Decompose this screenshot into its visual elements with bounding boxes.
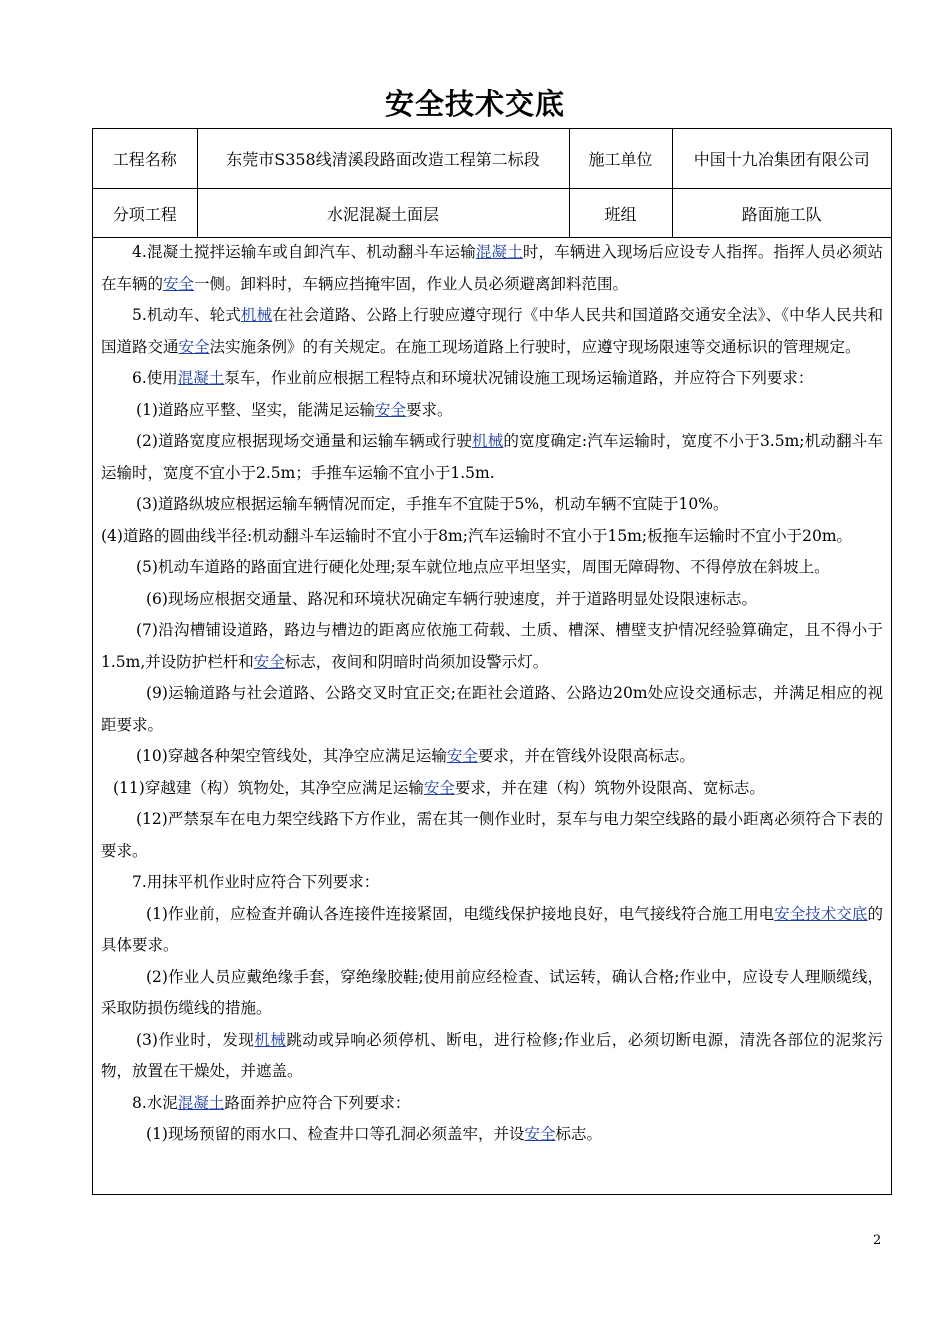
body-paragraph [101,899,883,962]
keyword-link[interactable]: 安全 [374,400,406,419]
body-paragraph [101,962,883,1025]
keyword-link[interactable]: 安全 [423,778,455,797]
header-row-2 [93,189,891,238]
paragraph-text: 在社会道路、公路上行驶应遵守现行《中华人民共和国道路交通安全法》、《中华人民共和国道路交通 [101,306,883,356]
paragraph-text: 7.用抹平机作业时应符合下列要求： [132,873,380,891]
paragraph-text: 法实施条例》的有关规定。在施工现场道路上行驶时，应遵守现场限速等交通标识的管理规定。 [209,337,861,356]
body-paragraph [101,395,883,427]
construction-unit-value: 中国十九冶集团有限公司 [672,129,891,189]
body-paragraph [101,678,883,741]
keyword-link[interactable]: 安全 [524,1125,556,1143]
keyword-link[interactable]: 混凝土 [475,243,523,261]
paragraph-text: 标志，夜间和阴暗时尚须加设警示灯。 [284,652,549,671]
paragraph-text: (6)现场应根据交通量、路况和环境状况确定车辆行驶速度，并于道路明显处设限速标志。 [146,589,757,608]
paragraph-text: (7)沿沟槽铺设道路，路边与槽边的距离应依施工荷载、土质、槽深、槽壁支护情况经验算确定，且不得小于1.5m,并设防护栏杆和 [101,621,883,671]
paragraph-text: (3)作业时，发现 [136,1030,255,1049]
paragraph-text: 要求，并在建（构）筑物外设限高、宽标志。 [454,778,765,797]
paragraph-text: (12)严禁泵车在电力架空线路下方作业，需在其一侧作业时，泵车与电力架空线路的最小距离必须符合下表的要求。 [101,810,883,860]
paragraph-text: 8.水泥 [132,1093,178,1112]
paragraph-text: 泵车，作业前应根据工程特点和环境状况铺设施工现场运输道路，并应符合下列要求： [224,369,814,387]
team-value: 路面施工队 [672,189,891,238]
paragraph-text: (4)道路的圆曲线半径:机动翻斗车运输时不宜小于8m;汽车运输时不宜小于15m;板拖车运输时不宜小于20m。 [101,526,853,545]
paragraph-text: 的具体要求。 [101,904,883,954]
paragraph-text: (10)穿越各种架空管线处，其净空应满足运输 [136,747,447,765]
body-paragraph [101,1025,883,1088]
paragraph-text: 一侧。卸料时，车辆应挡掩牢固，作业人员必须避离卸料范围。 [194,274,629,293]
body-paragraph [101,1088,883,1120]
body-paragraph [101,363,883,395]
body-paragraph [101,867,883,899]
keyword-link[interactable]: 安全 [178,337,210,356]
paragraph-text: 要求。 [405,400,453,419]
keyword-link[interactable]: 安全技术交底 [774,904,868,923]
body-paragraph [101,552,883,584]
paragraph-text: (2)道路宽度应根据现场交通量和运输车辆或行驶 [136,432,473,450]
paragraph-text: (9)运输道路与社会道路、公路交叉时宜正交;在距社会道路、公路边20m处应设交通标志，并满足相应的视距要求。 [101,684,883,734]
paragraph-text: (1)道路应平整、坚实，能满足运输 [136,400,375,419]
paragraph-text: 5.机动车、轮式 [132,306,241,324]
sub-project-label: 分项工程 [93,189,197,238]
sub-project-value: 水泥混凝土面层 [197,189,569,238]
keyword-link[interactable]: 机械 [472,432,504,450]
paragraph-text: (11)穿越建（构）筑物处，其净空应满足运输 [113,778,424,797]
paragraph-text: (3)道路纵坡应根据运输车辆情况而定，手推车不宜陡于5%，机动车辆不宜陡于10%。 [136,495,729,513]
body-paragraph [101,300,883,363]
construction-unit-label: 施工单位 [569,129,672,189]
project-name-value: 东莞市S358线清溪段路面改造工程第二标段 [197,129,569,189]
keyword-link[interactable]: 混凝土 [177,369,225,387]
keyword-link[interactable]: 安全 [163,274,195,293]
paragraph-text: 6.使用 [132,369,178,387]
body-paragraph [101,1119,883,1151]
paragraph-text: (1)作业前，应检查并确认各连接件连接紧固，电缆线保护接地良好，电气接线符合施工用电 [146,904,775,923]
header-row-1 [93,129,891,189]
keyword-link[interactable]: 混凝土 [177,1093,225,1112]
paragraph-text: 时，车辆进入现场后应设专人指挥。指挥人员必须站在车辆的 [101,243,883,293]
keyword-link[interactable]: 机械 [254,1030,287,1049]
body-paragraph [101,237,883,300]
page-number: 2 [873,1233,882,1248]
body-paragraph [101,741,883,773]
paragraph-text: (2)作业人员应戴绝缘手套，穿绝缘胶鞋;使用前应经检查、试运转，确认合格;作业中，应设专人理顺缆线，采取防损伤缆线的措施。 [101,967,883,1017]
paragraph-text: 的宽度确定:汽车运输时，宽度不小于3.5m;机动翻斗车运输时，宽度不宜小于2.5m；手推车运输不宜小于1.5m. [101,432,883,482]
paragraph-text: 标志。 [555,1125,602,1143]
paragraph-text: 4.混凝土搅拌运输车或自卸汽车、机动翻斗车运输 [132,243,476,261]
paragraph-text: (5)机动车道路的路面宜进行硬化处理;泵车就位地点应平坦坚实，周围无障碍物、不得停放在斜坡上。 [136,558,830,576]
paragraph-text: (1)现场预留的雨水口、检查井口等孔洞必须盖牢，并设 [146,1125,525,1143]
paragraph-text: 要求，并在管线外设限高标志。 [477,747,695,765]
body-paragraph [101,489,883,521]
body-paragraph [101,615,883,678]
body-paragraph [101,584,883,616]
disclosure-body [101,237,883,1151]
paragraph-text: 路面养护应符合下列要求： [224,1093,411,1112]
body-paragraph [101,426,883,489]
team-label: 班组 [569,189,672,238]
project-name-label: 工程名称 [93,129,197,189]
document-title: 安全技术交底 [384,87,565,121]
keyword-link[interactable]: 安全 [446,747,478,765]
keyword-link[interactable]: 机械 [240,306,273,324]
header-table [93,129,891,238]
body-paragraph [101,773,883,805]
disclosure-form [92,128,892,1195]
body-paragraph [101,804,883,867]
body-paragraph [101,521,883,553]
keyword-link[interactable]: 安全 [253,652,285,671]
paragraph-text: 跳动或异响必须停机、断电，进行检修;作业后，必须切断电源，清洗各部位的泥浆污物，放置在干燥处，并遮盖。 [101,1030,883,1080]
